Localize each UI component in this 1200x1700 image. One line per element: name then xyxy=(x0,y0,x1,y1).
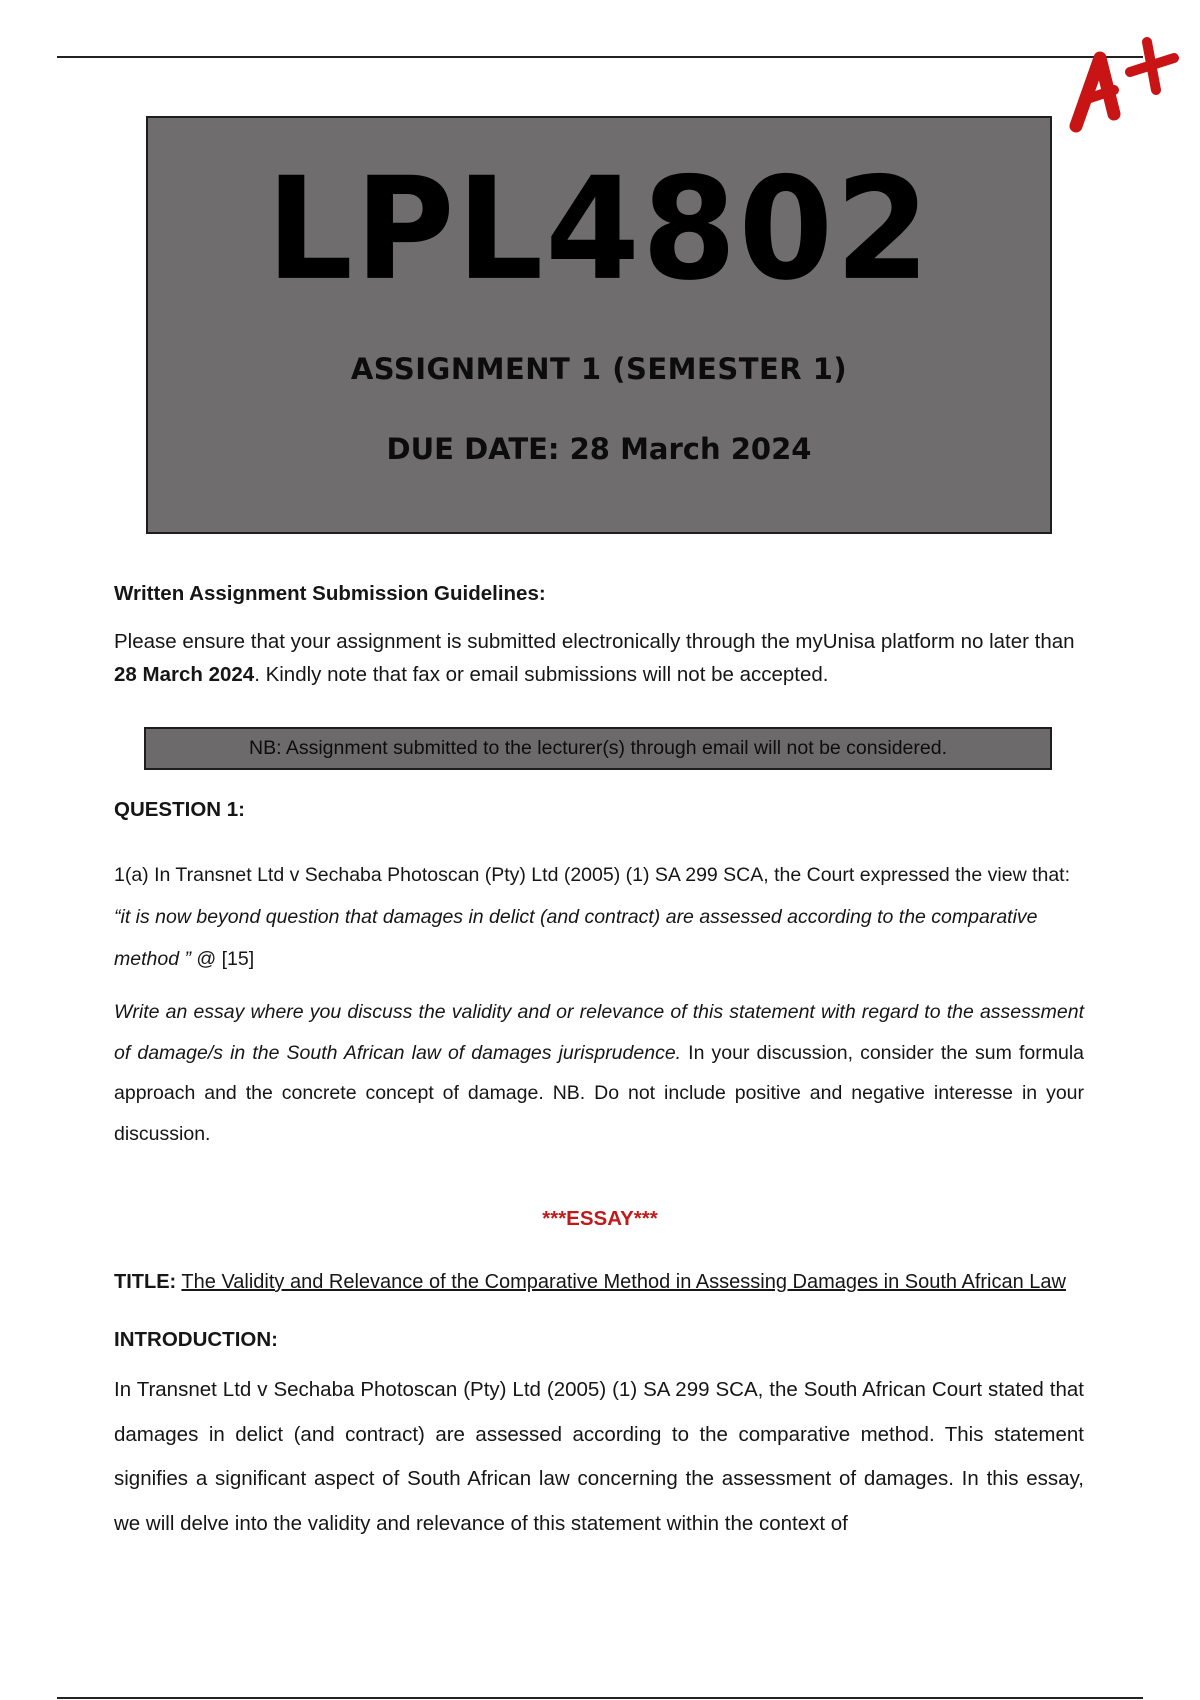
guidelines-text-end: . Kindly note that fax or email submissions will not be accepted. xyxy=(254,662,829,686)
question-task-text: In your discussion, consider the sum formula approach and the concrete concept of damage. NB. Do not include positive and negative interesse in your discussion. xyxy=(114,1041,1085,1145)
guidelines-date: 28 March 2024 xyxy=(114,662,255,686)
question-intro-text: 1(a) In Transnet Ltd v Sechaba Photoscan (Pty) Ltd (2005) (1) SA 299 SCA, the Court expressed the view that: xyxy=(114,864,1071,886)
due-date: DUE DATE: 28 March 2024 xyxy=(386,432,812,466)
question-task xyxy=(114,992,1084,1154)
course-code: LPL4802 xyxy=(266,147,932,313)
guidelines-heading: Written Assignment Submission Guidelines: xyxy=(114,582,546,605)
guidelines-paragraph xyxy=(114,626,1084,691)
question-heading: QUESTION 1: xyxy=(114,798,245,821)
bottom-rule xyxy=(57,1697,1143,1699)
introduction-paragraph: In Transnet Ltd v Sechaba Photoscan (Pty) Ltd (2005) (1) SA 299 SCA, the South African Court stated that damages in delict (and contract) are assessed according to the comparative method. This statement signifies a significant aspect of South African law concerning the assessment of damages. In this essay, we will delve into the validity and relevance of this statement within the context of xyxy=(114,1378,1084,1535)
cover-box xyxy=(146,116,1052,534)
essay-marker: ***ESSAY*** xyxy=(542,1207,658,1230)
question-quote: “it is now beyond question that damages in delict (and contract) are assessed according to the comparative method ” xyxy=(114,906,1038,970)
nb-notice: NB: Assignment submitted to the lecturer(s) through email will not be considered. xyxy=(144,727,1052,770)
grade-a-plus-stamp xyxy=(1062,28,1192,138)
guidelines-text: Please ensure that your assignment is submitted electronically through the myUnisa platform no later than xyxy=(114,630,1075,653)
title-text: The Validity and Relevance of the Comparative Method in Assessing Damages in South African Law xyxy=(181,1271,1066,1293)
question-citation: @ [15] xyxy=(190,948,255,970)
question-task-italic: Write an essay where you discuss the validity and or relevance of this statement with regard to the assessment of damage/s in the South African law of damages jurisprudence. xyxy=(114,1001,1084,1064)
top-rule xyxy=(57,56,1143,58)
question-intro xyxy=(114,854,1084,980)
introduction-heading: INTRODUCTION: xyxy=(114,1328,278,1351)
assignment-title: ASSIGNMENT 1 (SEMESTER 1) xyxy=(350,352,848,386)
essay-title xyxy=(114,1266,1084,1298)
title-label: TITLE: xyxy=(114,1271,177,1293)
